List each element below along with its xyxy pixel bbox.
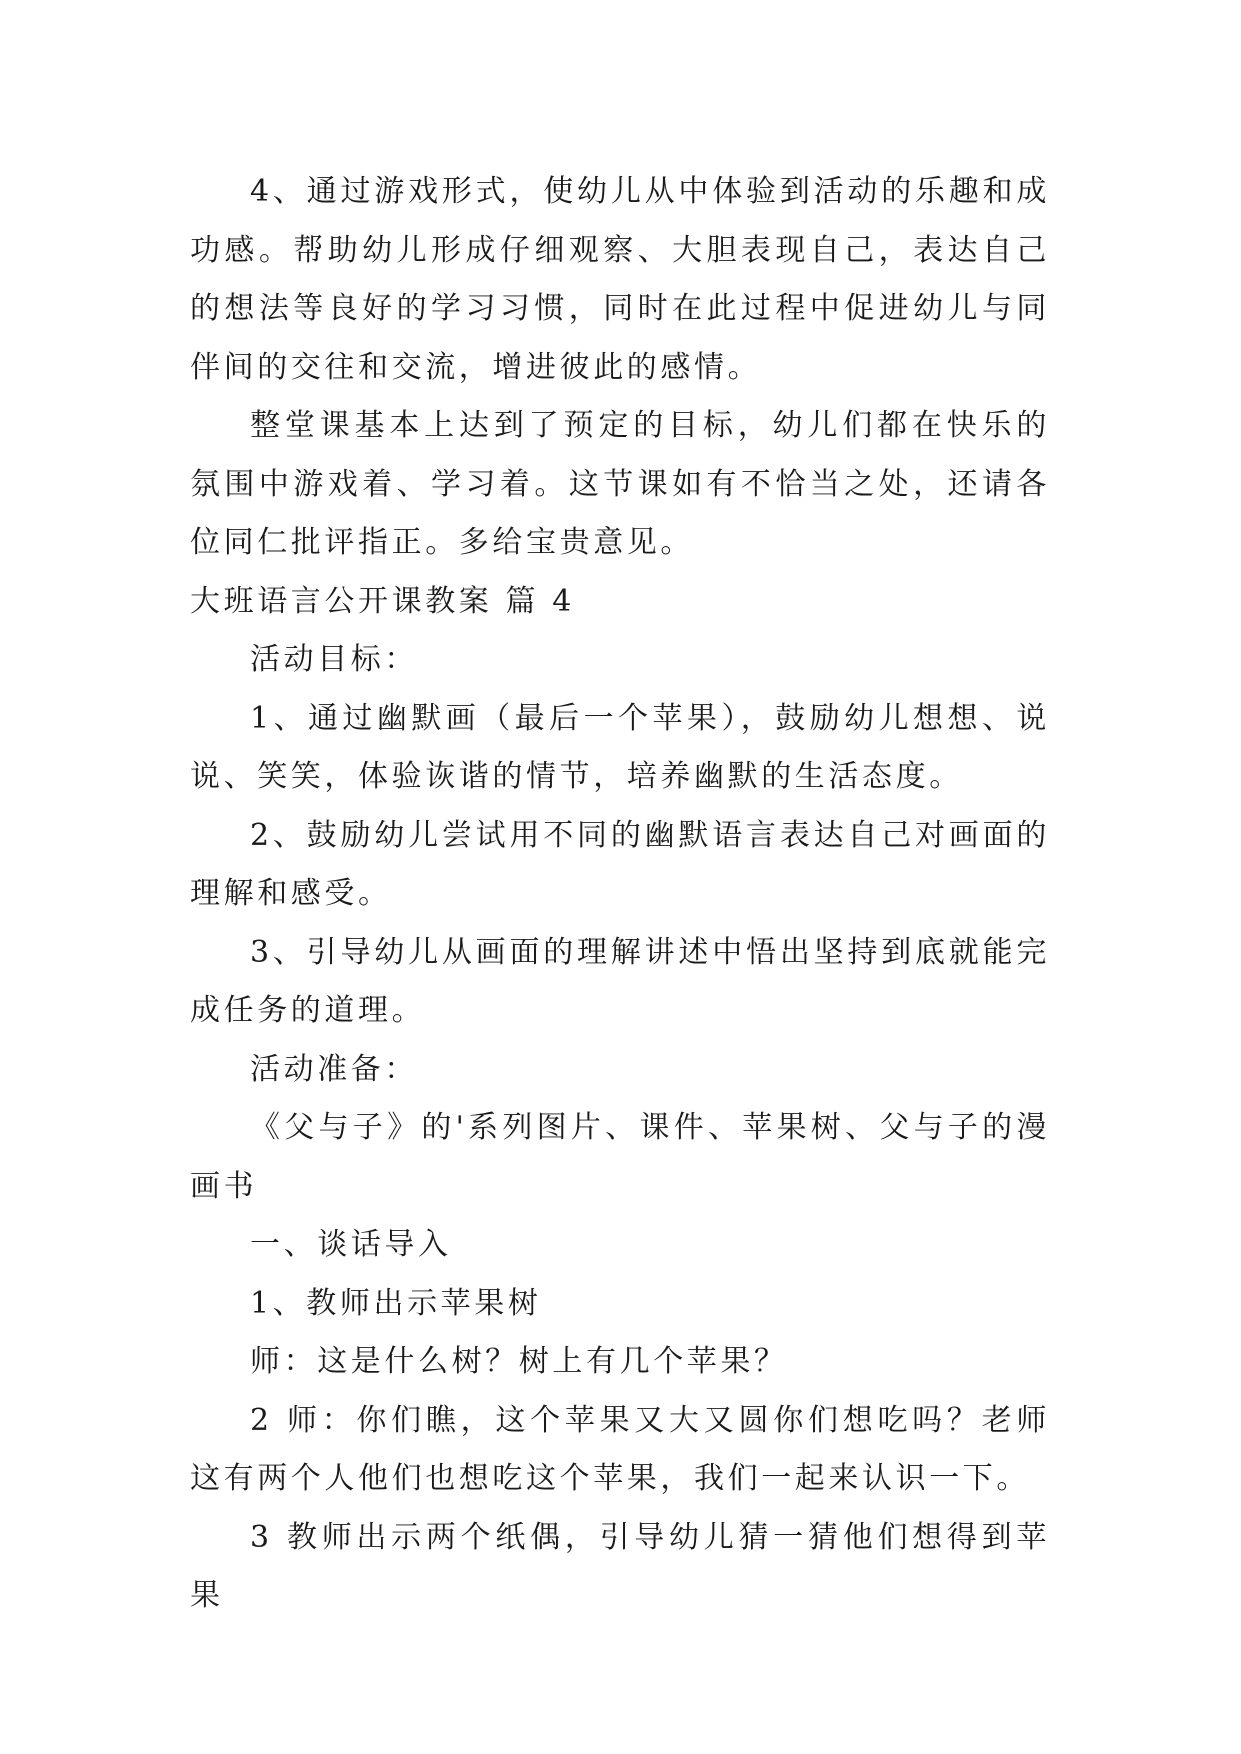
paragraph-step-2: 2 师：你们瞧，这个苹果又大又圆你们想吃吗？老师这有两个人他们也想吃这个苹果，我们一起来认识一下。: [190, 1402, 1050, 1496]
paragraph-materials: 《父与子》的'系列图片、课件、苹果树、父与子的漫画书: [190, 1110, 1050, 1204]
paragraph-step-one: 一、谈话导入: [250, 1227, 452, 1262]
section-heading: 大班语言公开课教案 篇 4: [190, 583, 575, 619]
paragraph-step-3: 3 教师出示两个纸偶，引导幼儿猜一猜他们想得到苹果: [190, 1519, 1050, 1613]
paragraph-goal-3: 3、引导幼儿从画面的理解讲述中悟出坚持到底就能完成任务的道理。: [190, 934, 1050, 1028]
paragraph-preparation-label: 活动准备：: [250, 1051, 418, 1087]
paragraph-summary: 整堂课基本上达到了预定的目标，幼儿们都在快乐的氛围中游戏着、学习着。这节课如有不恰当之处，还请各位同仁批评指正。多给宝贵意见。: [190, 408, 1050, 560]
paragraph-goal-2: 2、鼓励幼儿尝试用不同的幽默语言表达自己对画面的理解和感受。: [190, 817, 1050, 911]
paragraph-goal-4: 4、通过游戏形式，使幼儿从中体验到活动的乐趣和成功感。帮助幼儿形成仔细观察、大胆表现自己，表达自己的想法等良好的学习习惯，同时在此过程中促进幼儿与同伴间的交往和交流，增进彼此的感情。: [190, 174, 1050, 385]
paragraph-activity-goals-label: 活动目标：: [250, 642, 418, 677]
paragraph-teacher-question: 师：这是什么树？树上有几个苹果？: [250, 1344, 788, 1379]
document-body: [190, 163, 1050, 1626]
paragraph-goal-1: 1、通过幽默画（最后一个苹果），鼓励幼儿想想、说说、笑笑，体验诙谐的情节，培养幽默的生活态度。: [190, 700, 1050, 794]
paragraph-step-1: 1、教师出示苹果树: [250, 1285, 542, 1321]
